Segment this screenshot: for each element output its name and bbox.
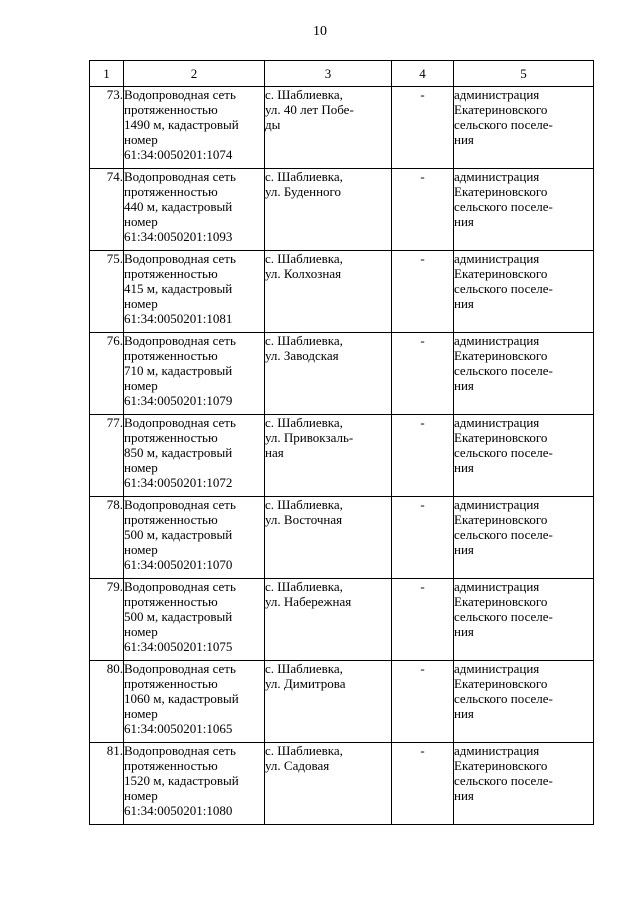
row-number: 75. bbox=[90, 251, 124, 333]
column-header-3: 3 bbox=[265, 61, 392, 87]
row-number: 78. bbox=[90, 497, 124, 579]
object-owner: администрация Екатериновского сельского поселе- ния bbox=[454, 169, 594, 251]
row-number: 76. bbox=[90, 333, 124, 415]
object-address: с. Шаблиевка, ул. Набережная bbox=[265, 579, 392, 661]
table-row bbox=[90, 579, 594, 661]
row-number: 81. bbox=[90, 743, 124, 825]
row-number: 73. bbox=[90, 87, 124, 169]
object-name: Водопроводная сеть протяженностью 1520 м, кадастровый номер 61:34:0050201:1080 bbox=[124, 743, 265, 825]
row-number: 79. bbox=[90, 579, 124, 661]
table-row bbox=[90, 87, 594, 169]
object-name: Водопроводная сеть протяженностью 710 м, кадастровый номер 61:34:0050201:1079 bbox=[124, 333, 265, 415]
table-row bbox=[90, 333, 594, 415]
table-row bbox=[90, 415, 594, 497]
table-row bbox=[90, 743, 594, 825]
property-table bbox=[89, 60, 594, 825]
object-owner: администрация Екатериновского сельского поселе- ния bbox=[454, 743, 594, 825]
column-4-value: - bbox=[392, 743, 454, 825]
table-row bbox=[90, 169, 594, 251]
object-address: с. Шаблиевка, ул. Димитрова bbox=[265, 661, 392, 743]
table-row bbox=[90, 497, 594, 579]
column-header-2: 2 bbox=[124, 61, 265, 87]
table-header-row bbox=[90, 61, 594, 87]
column-4-value: - bbox=[392, 579, 454, 661]
object-owner: администрация Екатериновского сельского поселе- ния bbox=[454, 497, 594, 579]
column-4-value: - bbox=[392, 169, 454, 251]
table-row bbox=[90, 661, 594, 743]
column-4-value: - bbox=[392, 251, 454, 333]
column-4-value: - bbox=[392, 661, 454, 743]
object-address: с. Шаблиевка, ул. Привокзаль- ная bbox=[265, 415, 392, 497]
object-owner: администрация Екатериновского сельского поселе- ния bbox=[454, 251, 594, 333]
object-owner: администрация Екатериновского сельского поселе- ния bbox=[454, 87, 594, 169]
column-4-value: - bbox=[392, 333, 454, 415]
object-owner: администрация Екатериновского сельского поселе- ния bbox=[454, 415, 594, 497]
column-4-value: - bbox=[392, 497, 454, 579]
object-address: с. Шаблиевка, ул. Восточная bbox=[265, 497, 392, 579]
object-address: с. Шаблиевка, ул. Садовая bbox=[265, 743, 392, 825]
object-name: Водопроводная сеть протяженностью 1490 м, кадастровый номер 61:34:0050201:1074 bbox=[124, 87, 265, 169]
object-address: с. Шаблиевка, ул. 40 лет Побе- ды bbox=[265, 87, 392, 169]
column-4-value: - bbox=[392, 415, 454, 497]
object-name: Водопроводная сеть протяженностью 1060 м, кадастровый номер 61:34:0050201:1065 bbox=[124, 661, 265, 743]
column-header-5: 5 bbox=[454, 61, 594, 87]
object-name: Водопроводная сеть протяженностью 500 м, кадастровый номер 61:34:0050201:1075 bbox=[124, 579, 265, 661]
object-owner: администрация Екатериновского сельского поселе- ния bbox=[454, 579, 594, 661]
page-number: 10 bbox=[313, 24, 327, 39]
object-address: с. Шаблиевка, ул. Буденного bbox=[265, 169, 392, 251]
column-header-4: 4 bbox=[392, 61, 454, 87]
object-address: с. Шаблиевка, ул. Заводская bbox=[265, 333, 392, 415]
column-4-value: - bbox=[392, 87, 454, 169]
row-number: 74. bbox=[90, 169, 124, 251]
object-name: Водопроводная сеть протяженностью 415 м, кадастровый номер 61:34:0050201:1081 bbox=[124, 251, 265, 333]
object-owner: администрация Екатериновского сельского поселе- ния bbox=[454, 661, 594, 743]
object-name: Водопроводная сеть протяженностью 500 м, кадастровый номер 61:34:0050201:1070 bbox=[124, 497, 265, 579]
row-number: 77. bbox=[90, 415, 124, 497]
row-number: 80. bbox=[90, 661, 124, 743]
table-row bbox=[90, 251, 594, 333]
object-owner: администрация Екатериновского сельского поселе- ния bbox=[454, 333, 594, 415]
column-header-1: 1 bbox=[90, 61, 124, 87]
object-address: с. Шаблиевка, ул. Колхозная bbox=[265, 251, 392, 333]
object-name: Водопроводная сеть протяженностью 850 м, кадастровый номер 61:34:0050201:1072 bbox=[124, 415, 265, 497]
object-name: Водопроводная сеть протяженностью 440 м, кадастровый номер 61:34:0050201:1093 bbox=[124, 169, 265, 251]
